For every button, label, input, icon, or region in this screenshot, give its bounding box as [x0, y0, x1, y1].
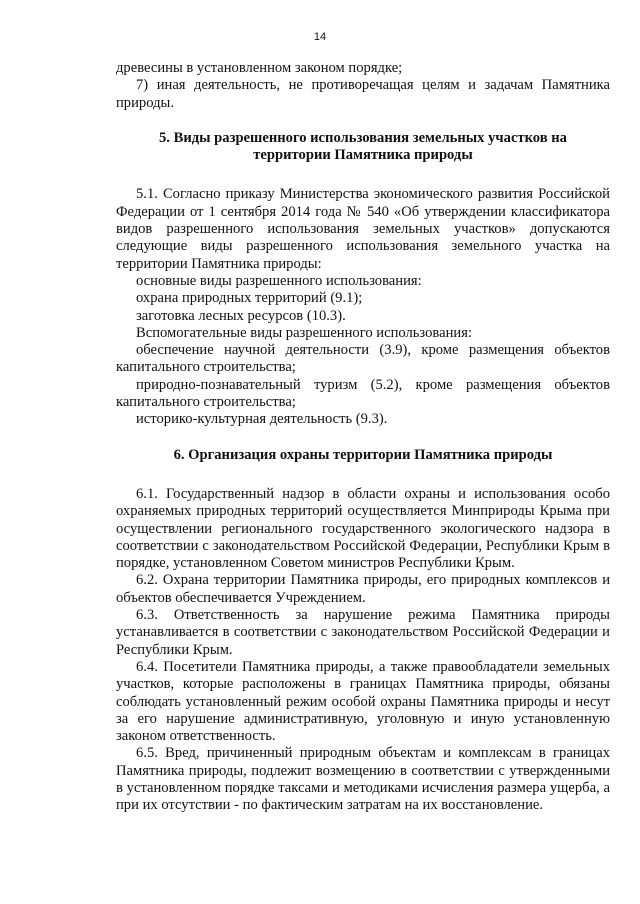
section-6-title: 6. Организация охраны территории Памятника природы: [173, 446, 553, 463]
section-6-paragraph: 6.3. Ответственность за нарушение режима Памятника природы устанавливается в соответствии с законодательством Российской Федерации и Республики Крым.: [116, 607, 610, 658]
aux-type-item: обеспечение научной деятельности (3.9), кроме размещения объектов капитального строительства;: [116, 342, 610, 376]
page-content: [116, 60, 610, 815]
main-type-item: охрана природных территорий (9.1);: [136, 290, 363, 307]
aux-types-label: Вспомогательные виды разрешенного использования:: [136, 324, 472, 341]
aux-type-item: природно-познавательный туризм (5.2), кроме размещения объектов капитального строительства;: [116, 376, 610, 411]
section-6-paragraph: 6.4. Посетители Памятника природы, а также правообладатели земельных участков, которые расположены в границах Памятника природы, обязаны соблюдать установленный режим особой охраны Памятника природы и несут за его нарушение административную, уголовную и иную установленную законом ответственность.: [116, 658, 610, 745]
section-6-paragraph: 6.5. Вред, причиненный природным объектам и комплексам в границах Памятника природы, подлежит возмещению в соответствии с утвержденными в установленном порядке таксами и методиками исчисления размера ущерба, а при их отсутствии - по фактическим затратам на их восстановление.: [116, 745, 610, 814]
main-types-label: основные виды разрешенного использования:: [136, 272, 422, 289]
section-6-paragraph: 6.2. Охрана территории Памятника природы, его природных комплексов и объектов обеспечивается Учреждением.: [116, 572, 610, 606]
section-5-title-line2: территории Памятника природы: [253, 147, 473, 164]
aux-type-item: историко-культурная деятельность (9.3).: [136, 411, 388, 428]
list-item-7: 7) иная деятельность, не противоречащая целям и задачам Памятника природы.: [116, 77, 610, 111]
section-5-paragraph-1: 5.1. Согласно приказу Министерства экономического развития Российской Федерации от 1 сентября 2014 года № 540 «Об утверждении классификатора видов разрешенного использования земельных участков» допускаются следующие виды разрешенного использования земельного участка на территории Памятника природы:: [116, 186, 610, 272]
section-6-paragraph: 6.1. Государственный надзор в области охраны и использования особо охраняемых природных территорий осуществляется Минприроды Крыма при осуществлении регионального государственного экологического надзора в соответствии с законодательством Российской Федерации, Республики Крым в порядке, установленном Советом министров Республики Крым.: [116, 485, 610, 572]
section-5-title-line1: 5. Виды разрешенного использования земельных участков на: [159, 129, 567, 146]
main-type-item: заготовка лесных ресурсов (10.3).: [136, 307, 346, 324]
intro-line: древесины в установленном законом порядке;: [116, 60, 403, 76]
page-number: 14: [313, 31, 327, 43]
